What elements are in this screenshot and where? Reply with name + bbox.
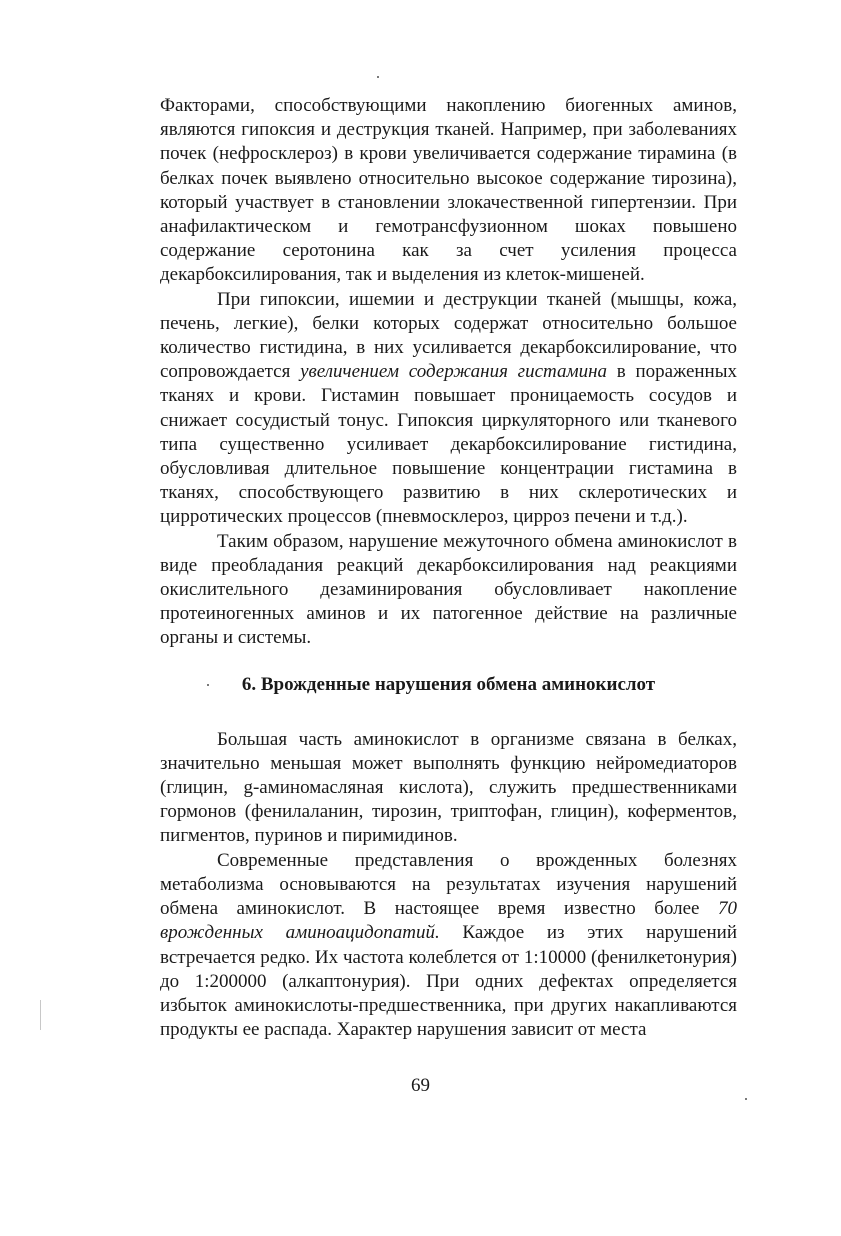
scan-speck — [207, 684, 209, 686]
paragraph-amino-acid-functions: Большая часть аминокислот в организме связана в белках, значительно меньшая может выполнять функцию нейромедиаторов (глицин, g-аминомасляная кислота), служить предшественниками гормонов (фенилаланин, тирозин, триптофан, глицин), коферментов, пигментов, пуринов и пиримидинов. — [160, 728, 737, 847]
histamine-emphasis: увеличением содержания гистамина — [300, 361, 608, 383]
paragraph-histamine-text-start: При гипоксии, ишемии и деструкции тканей (мышцы, кожа, печень, легкие), белки которых содержат относительно большое количество гистидина, в них усиливается декарбоксилирование, что сопровождается — [160, 288, 737, 383]
page-number: 69 — [411, 1075, 430, 1096]
paragraph-congenital-diseases — [160, 849, 737, 1043]
paragraph-histamine — [160, 288, 737, 530]
paragraph-congenital-text-end: Каждое из этих нарушений встречается редко. Их частота колеблется от 1:10000 (фенилкетонурия) до 1:200000 (алкаптонурия). При одних дефектах определяется избыток аминокислоты-предшественника, при других накапливаются продукты ее распада. Характер нарушения зависит от места — [160, 922, 737, 1041]
page-body — [160, 94, 737, 1042]
paragraph-histamine-text-end: в пораженных тканях и крови. Гистамин повышает проницаемость сосудов и снижает сосудистый тонус. Гипоксия циркуляторного или тканевого типа существенно усиливает декарбоксилирование гистидина, обусловливая длительное повышение концентрации гистамина в тканях, способствующего развитию в них склеротических и цирротических процессов (пневмосклероз, цирроз печени и т.д.). — [160, 361, 737, 528]
scan-speck — [745, 1098, 747, 1100]
aminoacidopathies-emphasis: 70 врожденных аминоацидопатий. — [160, 898, 737, 944]
scan-speck — [377, 76, 379, 78]
section-heading: 6. Врожденные нарушения обмена аминокислот — [241, 673, 656, 695]
paragraph-conclusion: Таким образом, нарушение межуточного обмена аминокислот в виде преобладания реакций декарбоксилирования над реакциями окислительного дезаминирования обусловливает накопление протеиногенных аминов и их патогенное действие на различные органы и системы. — [160, 530, 737, 649]
paragraph-biogenic-amines-factors: Факторами, способствующими накоплению биогенных аминов, являются гипоксия и деструкция тканей. Например, при заболеваниях почек (нефросклероз) в крови увеличивается содержание тирамина (в белках почек выявлено относительно высокое содержание тирозина), который участвует в становлении злокачественной гипертензии. При анафилактическом и гемотрансфузионном шоках повышено содержание серотонина как за счет усиления процесса декарбоксилирования, так и выделения из клеток-мишеней. — [160, 95, 737, 286]
paragraph-congenital-text-start: Современные представления о врожденных болезнях метаболизма основываются на результатах изучения нарушений обмена аминокислот. В настоящее время известно более — [160, 849, 737, 920]
scan-speck — [40, 1000, 41, 1030]
